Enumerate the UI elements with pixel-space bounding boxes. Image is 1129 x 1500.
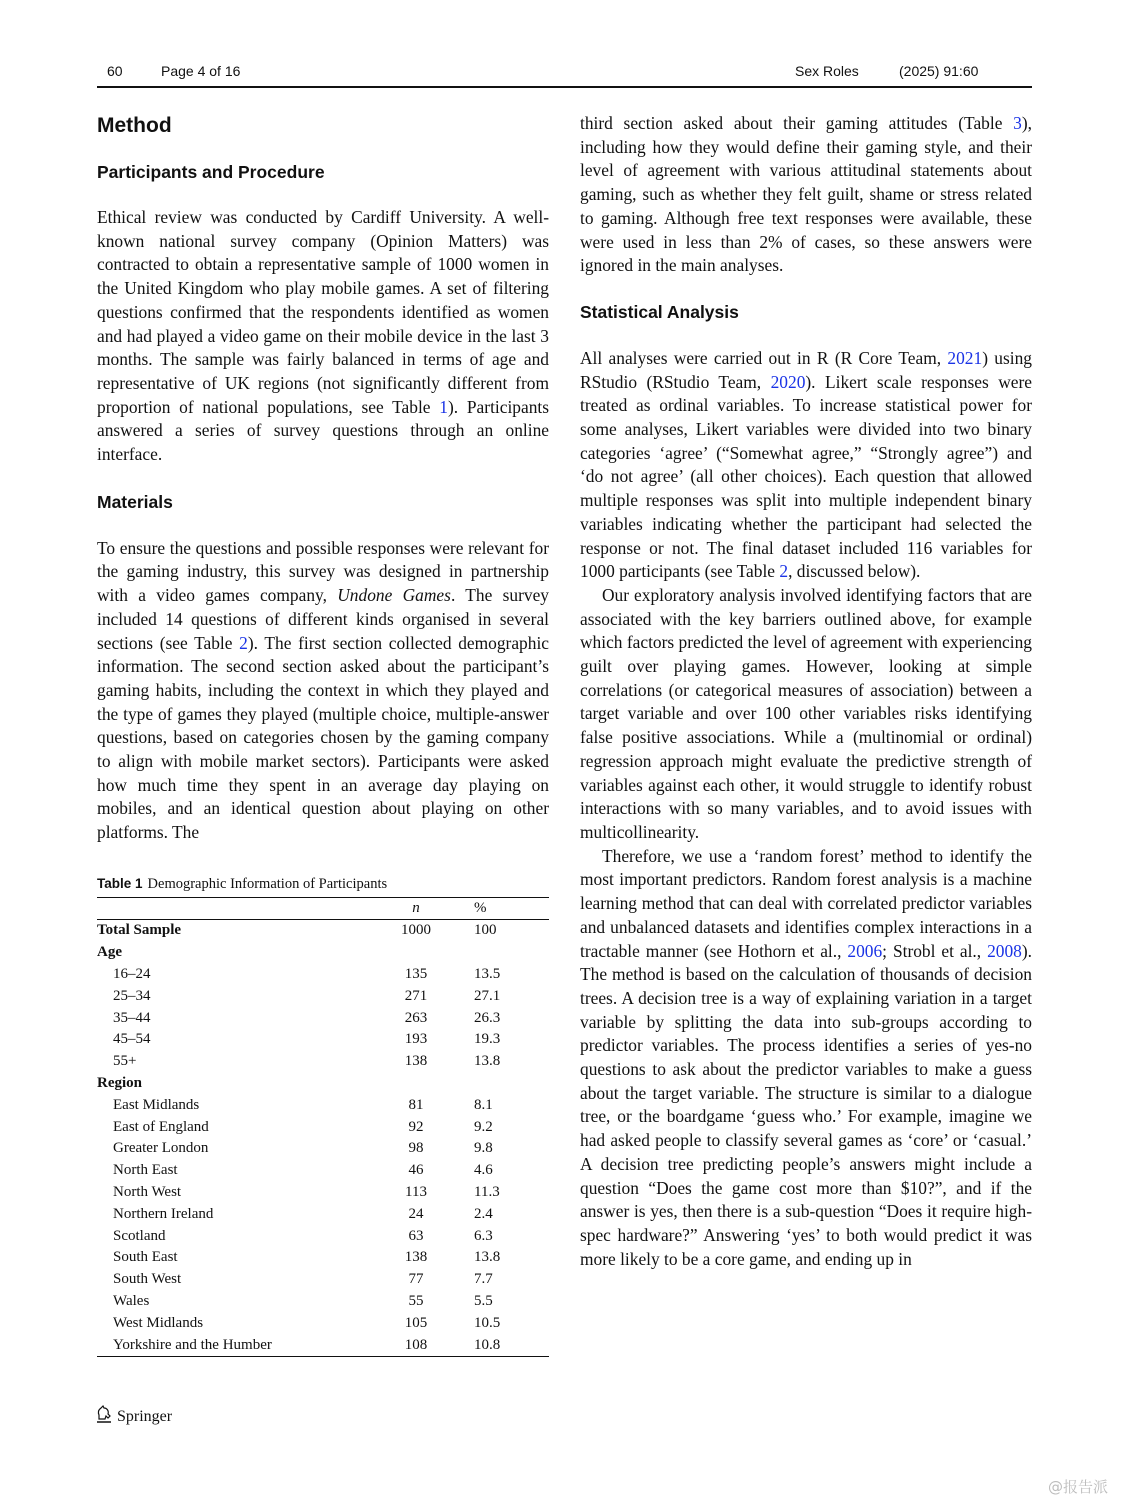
row-pct: 13.8 <box>474 1249 501 1266</box>
table-row-total <box>97 920 549 942</box>
table-row <box>97 1225 549 1247</box>
row-n: 271 <box>404 987 428 1004</box>
table-row <box>97 985 549 1007</box>
row-label: Wales <box>113 1292 150 1309</box>
citation-r-core-link[interactable]: 2021 <box>947 347 983 368</box>
text-run: All analyses were carried out in R (R Core Team, <box>580 347 948 368</box>
running-header <box>97 60 1032 88</box>
row-label: East of England <box>113 1118 209 1135</box>
row-label: North East <box>113 1162 178 1179</box>
row-pct: 27.1 <box>474 987 501 1004</box>
empty-cell <box>464 1073 549 1095</box>
subheading-statistical-analysis: Statistical Analysis <box>580 301 739 322</box>
row-label: Greater London <box>113 1140 209 1157</box>
empty-cell <box>368 1073 464 1095</box>
row-pct: 2.4 <box>474 1205 493 1222</box>
citation-strobl-link[interactable]: 2008 <box>987 940 1022 961</box>
table-row <box>97 1247 549 1269</box>
row-n: 92 <box>408 1118 424 1135</box>
empty-cell <box>368 942 464 964</box>
text-run: . The survey included 14 questions of different kinds organised in several sections (see Table <box>97 585 550 653</box>
row-pct: 6.3 <box>474 1227 493 1244</box>
row-label: Yorkshire and the Humber <box>97 1334 368 1356</box>
table-2-link[interactable]: 2 <box>779 561 789 582</box>
row-label: North West <box>113 1183 182 1200</box>
group-label: Region <box>97 1074 142 1091</box>
row-label: 45–54 <box>113 1031 151 1048</box>
row-n: 108 <box>368 1334 464 1356</box>
text-run: Ethical review was conducted by Cardiff University. A well-known national survey company (Opinion Matters) was contracted to obtain a representative sample of 1000 women in the United Kingdom who play mobile games. A set of filtering questions confirmed that the respondents identified as women and had played a video game on their mobile device in the last 3 months. The sample was fairly balanced in terms of age and representative of UK regions (not significantly different from proportion of national populations, see Table <box>97 207 549 417</box>
row-pct: 26.3 <box>474 1009 501 1026</box>
table-1 <box>97 876 549 1357</box>
row-label: Scotland <box>113 1227 166 1244</box>
row-pct: 19.3 <box>474 1031 501 1048</box>
table-3-link[interactable]: 3 <box>1013 113 1022 133</box>
row-n: 81 <box>408 1096 424 1113</box>
table-row <box>97 1269 549 1291</box>
table-header-row <box>97 898 549 920</box>
text-run: , discussed below). <box>788 561 921 582</box>
row-n: 138 <box>404 1053 428 1070</box>
text-run: ) using RStudio (RStudio Team, <box>580 347 1032 392</box>
row-n: 46 <box>408 1162 424 1179</box>
row-label: 16–24 <box>113 965 151 982</box>
row-label: Total Sample <box>97 922 182 939</box>
journal-name: Sex Roles <box>795 63 859 79</box>
text-run: Therefore, we use a ‘random forest’ method to identify the most important predictors. Random forest analysis is a machine learning method that can deal with correlated predictor variables and unbalanced datasets and identifies complex interactions in a tractable manner (see Hothorn et al., <box>580 845 1032 961</box>
row-pct: 100 <box>474 922 497 939</box>
demographics-table <box>97 898 549 1357</box>
right-column <box>580 112 1032 1271</box>
row-label: 55+ <box>113 1053 137 1070</box>
publisher-logo <box>95 1404 172 1429</box>
row-n: 113 <box>405 1183 427 1200</box>
row-n: 1000 <box>401 922 431 939</box>
group-label: Age <box>97 944 122 961</box>
paragraph-exploratory: Our exploratory analysis involved identifying factors that are associated with the key barriers outlined above, for example which factors predicted the level of agreement with experiencing guilt over playing games. However, looking at simple correlations (or categorical measures of association) between a target variable and over 100 other variables risks identifying false positive associations. While a (multinomial or ordinal) regression approach might evaluate the predictive strength of variables against each other, it would struggle to identify robust interactions with so many variables, and to avoid issues with multicollinearity. <box>580 584 1032 842</box>
header-pct: % <box>464 898 549 920</box>
row-n: 98 <box>408 1140 424 1157</box>
table-row <box>97 1160 549 1182</box>
row-n: 105 <box>404 1314 428 1331</box>
table-row-region-group <box>97 1073 549 1095</box>
row-pct: 10.5 <box>474 1314 501 1331</box>
table-2-link[interactable]: 2 <box>239 632 248 653</box>
row-pct: 4.6 <box>474 1162 493 1179</box>
table-row <box>97 1312 549 1334</box>
row-label: 25–34 <box>113 987 151 1004</box>
row-pct: 8.1 <box>474 1096 493 1113</box>
row-label: 35–44 <box>113 1009 151 1026</box>
paragraph-attitudes <box>580 112 1032 278</box>
row-n: 138 <box>404 1249 428 1266</box>
page-of-count: Page 4 of 16 <box>161 63 241 79</box>
table-title: Demographic Information of Participants <box>147 876 388 892</box>
table-caption <box>97 876 549 898</box>
table-row <box>97 1182 549 1204</box>
section-heading-method: Method <box>97 114 172 137</box>
row-n: 193 <box>404 1031 428 1048</box>
header-n: n <box>368 898 464 920</box>
journal-volume: (2025) 91:60 <box>899 63 979 79</box>
row-pct: 9.8 <box>474 1140 493 1157</box>
paragraph-materials <box>97 537 549 845</box>
header-label <box>97 898 368 920</box>
row-n: 77 <box>408 1271 424 1288</box>
row-pct: 5.5 <box>474 1292 493 1309</box>
table-row <box>97 1029 549 1051</box>
row-n: 263 <box>404 1009 428 1026</box>
text-run: ). The first section collected demographic information. The second section asked about the participant’s gaming habits, including the context in which they played and the type of games they played (multiple choice, multiple-answer questions, based on categories chosen by the gaming company to align with mobile market sectors). Participants were asked how much time they spent in an average day playing on mobiles, and an identical question about playing on other platforms. The <box>97 632 549 843</box>
publisher-name: Springer <box>117 1407 173 1425</box>
row-label: West Midlands <box>113 1314 204 1331</box>
row-n: 135 <box>404 965 428 982</box>
row-pct: 13.5 <box>474 965 501 982</box>
text-run: ). Likert scale responses were treated as ordinal variables. To increase statistical power for some analyses, Likert variables were divided into two binary categories ‘agree’ (“Somewhat agree,” “Strongly agree”) and ‘do not agree’ (all other choices). Each question that allowed multiple responses was split into multiple independent binary variables indicating whether the participant had selected the response or not. The final dataset included 116 variables for 1000 participants (see Table <box>580 371 1033 582</box>
row-n: 24 <box>408 1205 424 1222</box>
left-column <box>97 112 549 845</box>
row-pct: 7.7 <box>474 1271 493 1288</box>
paragraph-participants <box>97 206 549 467</box>
text-run: ), including how they would define their gaming style, and their level of agreement with various attitudinal statements about gaming, such as whether they felt guilt, shame or stress related to gaming. Although free text responses were available, these were used in less than 2% of cases, so these answers were ignored in the main analyses. <box>580 113 1032 276</box>
table-label: Table 1 <box>97 876 143 891</box>
row-label: East Midlands <box>113 1096 200 1113</box>
springer-horse-icon <box>95 1404 113 1429</box>
company-name: Undone Games <box>337 585 451 606</box>
table-row <box>97 1291 549 1313</box>
row-pct: 10.8 <box>464 1334 549 1356</box>
table-row-age-group <box>97 942 549 964</box>
table-row <box>97 1051 549 1073</box>
empty-cell <box>464 942 549 964</box>
text-run: third section asked about their gaming attitudes (Table <box>580 113 1014 133</box>
text-run: To ensure the questions and possible responses were relevant for the gaming industry, this survey was designed in partnership with a video games company, <box>97 537 549 606</box>
subheading-materials: Materials <box>97 491 173 512</box>
table-row <box>97 1334 549 1356</box>
table-row <box>97 1094 549 1116</box>
watermark-text: @报告派 <box>1048 1478 1109 1496</box>
citation-rstudio-link[interactable]: 2020 <box>770 371 806 392</box>
table-row <box>97 964 549 986</box>
text-run: ). Participants answered a series of survey questions through an online interface. <box>97 396 549 465</box>
row-pct: 11.3 <box>474 1183 500 1200</box>
row-label: Northern Ireland <box>113 1205 214 1222</box>
text-run: ; Strobl et al., <box>882 940 988 961</box>
subheading-participants: Participants and Procedure <box>97 162 325 182</box>
row-n: 55 <box>408 1292 424 1309</box>
row-label: South East <box>113 1249 178 1266</box>
citation-hothorn-link[interactable]: 2006 <box>847 940 883 961</box>
table-row <box>97 1007 549 1029</box>
table-row <box>97 1138 549 1160</box>
table-row <box>97 1203 549 1225</box>
paragraph-random-forest <box>580 845 1032 1272</box>
row-pct: 9.2 <box>474 1118 493 1135</box>
page-number: 60 <box>107 63 123 79</box>
table-1-link[interactable]: 1 <box>439 396 448 417</box>
row-label: South West <box>113 1271 182 1288</box>
row-pct: 13.8 <box>474 1053 501 1070</box>
table-row <box>97 1116 549 1138</box>
paragraph-analyses <box>580 347 1032 584</box>
row-n: 63 <box>408 1227 424 1244</box>
text-run: ). The method is based on the calculation of thousands of decision trees. A decision tree is a way of explaining variation in a target variable by splitting the data into sub-groups according to predictor variables. The process identifies a series of yes-no questions to ask about the predictor variables to make a guess about the target variable. The structure is similar to a dialogue tree, or the boardgame ‘guess who.’ For example, imagine we had asked people to classify several games as ‘core’ or ‘casual.’ A decision tree predicting people’s answers might include a question “Does the game cost more than $10?”, and if the answer is yes, then there is a sub-question “Does it require high-spec hardware?” Answering ‘yes’ to both would predict it was more likely to be a core game, and ending up in <box>580 940 1032 1269</box>
